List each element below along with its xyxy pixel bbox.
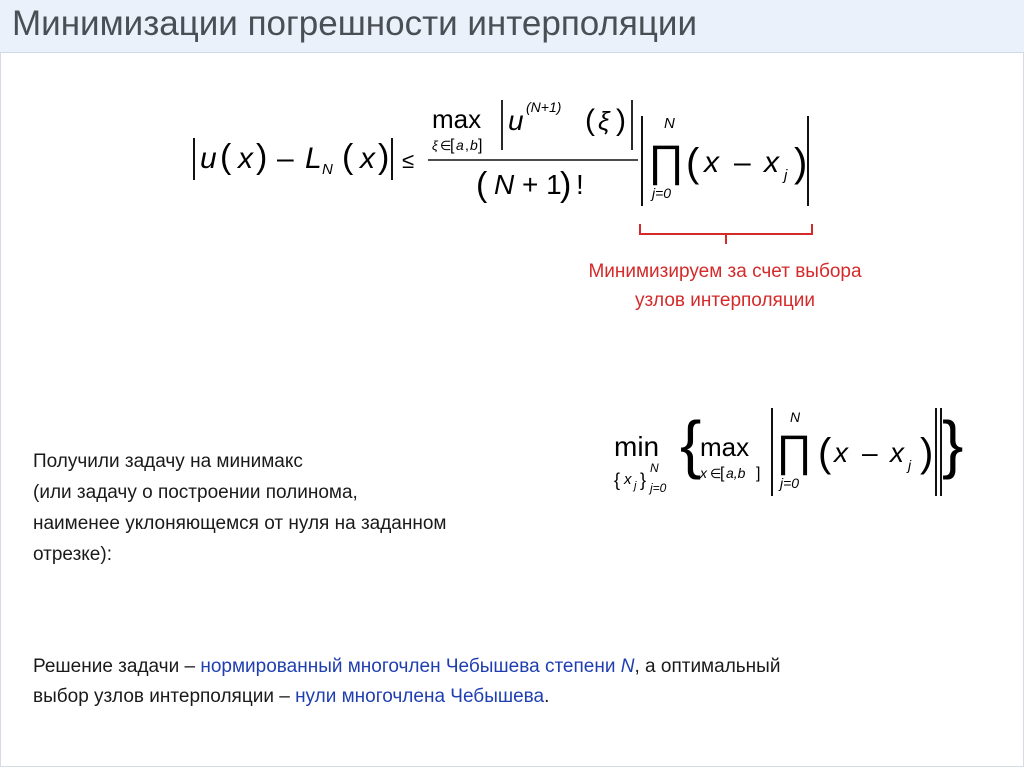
svg-text:j=0: j=0: [780, 475, 800, 491]
conclusion-1c: N: [620, 656, 635, 677]
svg-text:): ): [794, 141, 808, 185]
svg-text:x: x: [834, 437, 848, 468]
svg-text:j=0: j=0: [650, 481, 667, 495]
para-line-2: (или задачу о построении полинома,: [33, 482, 358, 503]
svg-text:a,b: a,b: [726, 465, 746, 481]
conclusion-2c: .: [544, 686, 550, 707]
formula-max: max: [432, 104, 482, 134]
svg-text:+ 1: + 1: [522, 169, 562, 200]
svg-text:}: }: [640, 470, 647, 490]
svg-text:j: j: [634, 480, 637, 492]
svg-text:x: x: [700, 465, 707, 481]
formula-L-sub: N: [322, 161, 333, 178]
svg-text:!: !: [576, 169, 584, 200]
product-symbol-2: ∏: [776, 427, 813, 476]
formula-u: u: [200, 142, 217, 175]
formula-sup: (N+1): [526, 99, 562, 115]
svg-text:(: (: [476, 166, 488, 204]
minimax-formula: [606, 400, 966, 510]
svg-text:): ): [616, 104, 626, 137]
svg-text:ξ: ξ: [432, 138, 438, 153]
svg-text:N: N: [494, 169, 515, 200]
svg-text:u: u: [508, 105, 524, 136]
para-line-4: отрезке):: [33, 544, 112, 565]
svg-text:j: j: [784, 167, 788, 184]
formula-x: x: [238, 142, 253, 175]
svg-text:N: N: [664, 115, 675, 132]
svg-text:–: –: [862, 437, 878, 468]
svg-text:j: j: [908, 457, 912, 473]
svg-text:]: ]: [478, 137, 483, 154]
bracket-note-line2: узлов интерполяции: [635, 290, 815, 311]
svg-text:b: b: [470, 137, 478, 153]
right-brace: }: [942, 408, 964, 480]
slide-title: Минимизации погрешности интерполяции: [12, 4, 697, 43]
svg-text:{: {: [614, 470, 621, 490]
conclusion-1b: нормированный многочлен Чебышева степени: [200, 656, 621, 677]
svg-text:N: N: [790, 409, 801, 425]
svg-text:(: (: [342, 138, 354, 176]
para-line-1: Получили задачу на минимакс: [33, 451, 303, 472]
bracket-note-line1: Минимизируем за счет выбора: [588, 261, 862, 282]
svg-text:,: ,: [465, 137, 469, 153]
svg-text:(: (: [585, 104, 595, 137]
svg-text:–: –: [734, 146, 751, 179]
left-brace: {: [680, 408, 702, 480]
svg-text:x: x: [624, 471, 632, 488]
conclusion-1a: Решение задачи –: [33, 656, 201, 677]
svg-text:): ): [920, 431, 934, 475]
svg-text:): ): [378, 138, 390, 176]
formula-min: min: [614, 431, 660, 462]
svg-text:): ): [560, 166, 572, 204]
error-estimate-formula: [180, 88, 830, 228]
svg-text:x: x: [360, 142, 375, 175]
svg-text:x: x: [890, 437, 904, 468]
svg-text:∈: ∈: [440, 138, 452, 153]
svg-text:j=0: j=0: [652, 185, 672, 201]
formula2-max: max: [700, 432, 750, 462]
svg-text:x: x: [704, 146, 719, 179]
svg-text:[: [: [720, 465, 725, 482]
minimax-paragraph: [33, 446, 573, 570]
svg-text:N: N: [650, 461, 659, 475]
formula-minus: –: [277, 142, 294, 175]
svg-text:a: a: [456, 137, 464, 153]
svg-text:(: (: [818, 431, 832, 475]
underbrace: [636, 220, 816, 250]
svg-text:]: ]: [756, 465, 761, 482]
svg-text:): ): [256, 138, 268, 176]
product-symbol: ∏: [648, 137, 685, 186]
svg-text:[: [: [450, 137, 455, 154]
formula-le: ≤: [402, 148, 415, 173]
svg-text:ξ: ξ: [598, 106, 610, 136]
conclusion-2a: выбор узлов интерполяции –: [33, 686, 296, 707]
conclusion-1d: , а оптимальный: [634, 656, 781, 677]
conclusion: [33, 652, 993, 712]
paren: (: [220, 138, 232, 176]
svg-text:(: (: [686, 141, 700, 185]
svg-text:∈: ∈: [710, 466, 722, 481]
para-line-3: наименее уклоняющемся от нуля на заданном: [33, 513, 447, 534]
conclusion-2b: нули многочлена Чебышева: [295, 686, 545, 707]
title-bar: [0, 0, 1024, 53]
bracket-note: [530, 257, 920, 315]
formula-L: L: [305, 142, 322, 175]
svg-text:x: x: [764, 146, 779, 179]
